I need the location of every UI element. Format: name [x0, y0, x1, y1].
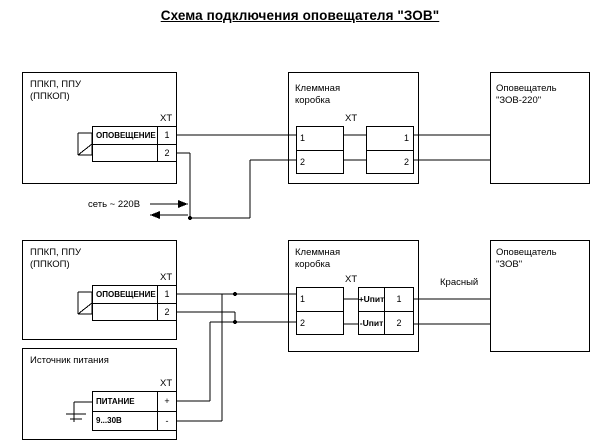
ppkp-bottom-terminal-row2 [93, 303, 176, 321]
opov-bottom-line2: "ЗОВ" [496, 259, 523, 270]
ppkp-top-pin-2: 2 [157, 145, 176, 162]
opov-top-line2: "ЗОВ-220" [496, 95, 542, 106]
ppkp-top-terminal-row2 [93, 144, 176, 162]
ppkp-top-pin-1: 1 [157, 127, 176, 144]
opov-top-line1: Оповещатель [496, 83, 557, 94]
power-source-title: Источник питания [30, 355, 109, 366]
klemma-bottom-right-row2 [359, 311, 413, 335]
power-source-terminal [92, 391, 177, 431]
klemma-bottom-right-label-2: -Uпит [359, 312, 385, 335]
ppkp-top-terminal-label: ОПОВЕЩЕНИЕ [96, 130, 156, 140]
ppkp-bottom-pin-1: 1 [157, 286, 176, 303]
klemma-top-xt: XT [345, 113, 358, 124]
klemma-top-left-pin-1: 1 [300, 133, 306, 144]
page-title: Схема подключения оповещателя "ЗОВ" [160, 8, 440, 23]
power-source-terminal-label-2: 9...30В [96, 416, 122, 426]
klemma-top-right-pin-1: 1 [403, 133, 409, 144]
klemma-bottom-line2: коробка [295, 259, 331, 270]
ppkp-top-xt: XT [160, 113, 173, 124]
klemma-top-left-terminal [296, 126, 344, 174]
klemma-bottom-right-row1 [359, 288, 413, 311]
mains-label: сеть ~ 220В [88, 199, 141, 210]
power-source-terminal-row1 [93, 392, 176, 411]
klemma-top-line2: коробка [295, 95, 331, 106]
power-source-terminal-label-1: ПИТАНИЕ [96, 396, 135, 406]
opov-bottom-line1: Оповещатель [496, 247, 557, 258]
ppkp-top-line2: (ППКОП) [30, 91, 70, 102]
ppkp-bottom-terminal-label: ОПОВЕЩЕНИЕ [96, 289, 156, 299]
ppkp-bottom-terminal-row1 [93, 286, 176, 303]
klemma-bottom-left-pin-1: 1 [300, 294, 306, 305]
klemma-bottom-left-terminal [296, 287, 344, 335]
klemma-bottom-left-pin-2: 2 [297, 311, 343, 335]
ppkp-bottom-line1: ППКП, ППУ [30, 247, 81, 258]
ppkp-top-line1: ППКП, ППУ [30, 79, 81, 90]
ppkp-bottom-terminal [92, 285, 177, 321]
klemma-top-right-pin-2: 2 [367, 150, 413, 174]
klemma-top-left-pin-2: 2 [297, 150, 343, 174]
power-source-pin-plus: + [157, 392, 176, 411]
klemma-bottom-right-terminal [358, 287, 414, 335]
ppkp-bottom-pin-2: 2 [157, 304, 176, 321]
ppkp-top-terminal-row1 [93, 127, 176, 144]
klemma-top-right-terminal [366, 126, 414, 174]
wire-label-red: Красный [440, 277, 479, 288]
klemma-bottom-right-pin-1: 1 [396, 294, 402, 305]
ppkp-bottom-line2: (ППКОП) [30, 259, 70, 270]
ppkp-top-terminal [92, 126, 177, 162]
klemma-bottom-right-label-1: +Uпит [359, 288, 385, 311]
klemma-bottom-xt: XT [345, 274, 358, 285]
klemma-top-line1: Клеммная [295, 83, 341, 94]
ppkp-bottom-xt: XT [160, 272, 173, 283]
klemma-bottom-right-pin-2: 2 [396, 317, 402, 328]
power-source-terminal-row2 [93, 411, 176, 431]
power-source-pin-minus: - [157, 412, 176, 431]
klemma-bottom-line1: Клеммная [295, 247, 341, 258]
power-source-xt: XT [160, 378, 173, 389]
